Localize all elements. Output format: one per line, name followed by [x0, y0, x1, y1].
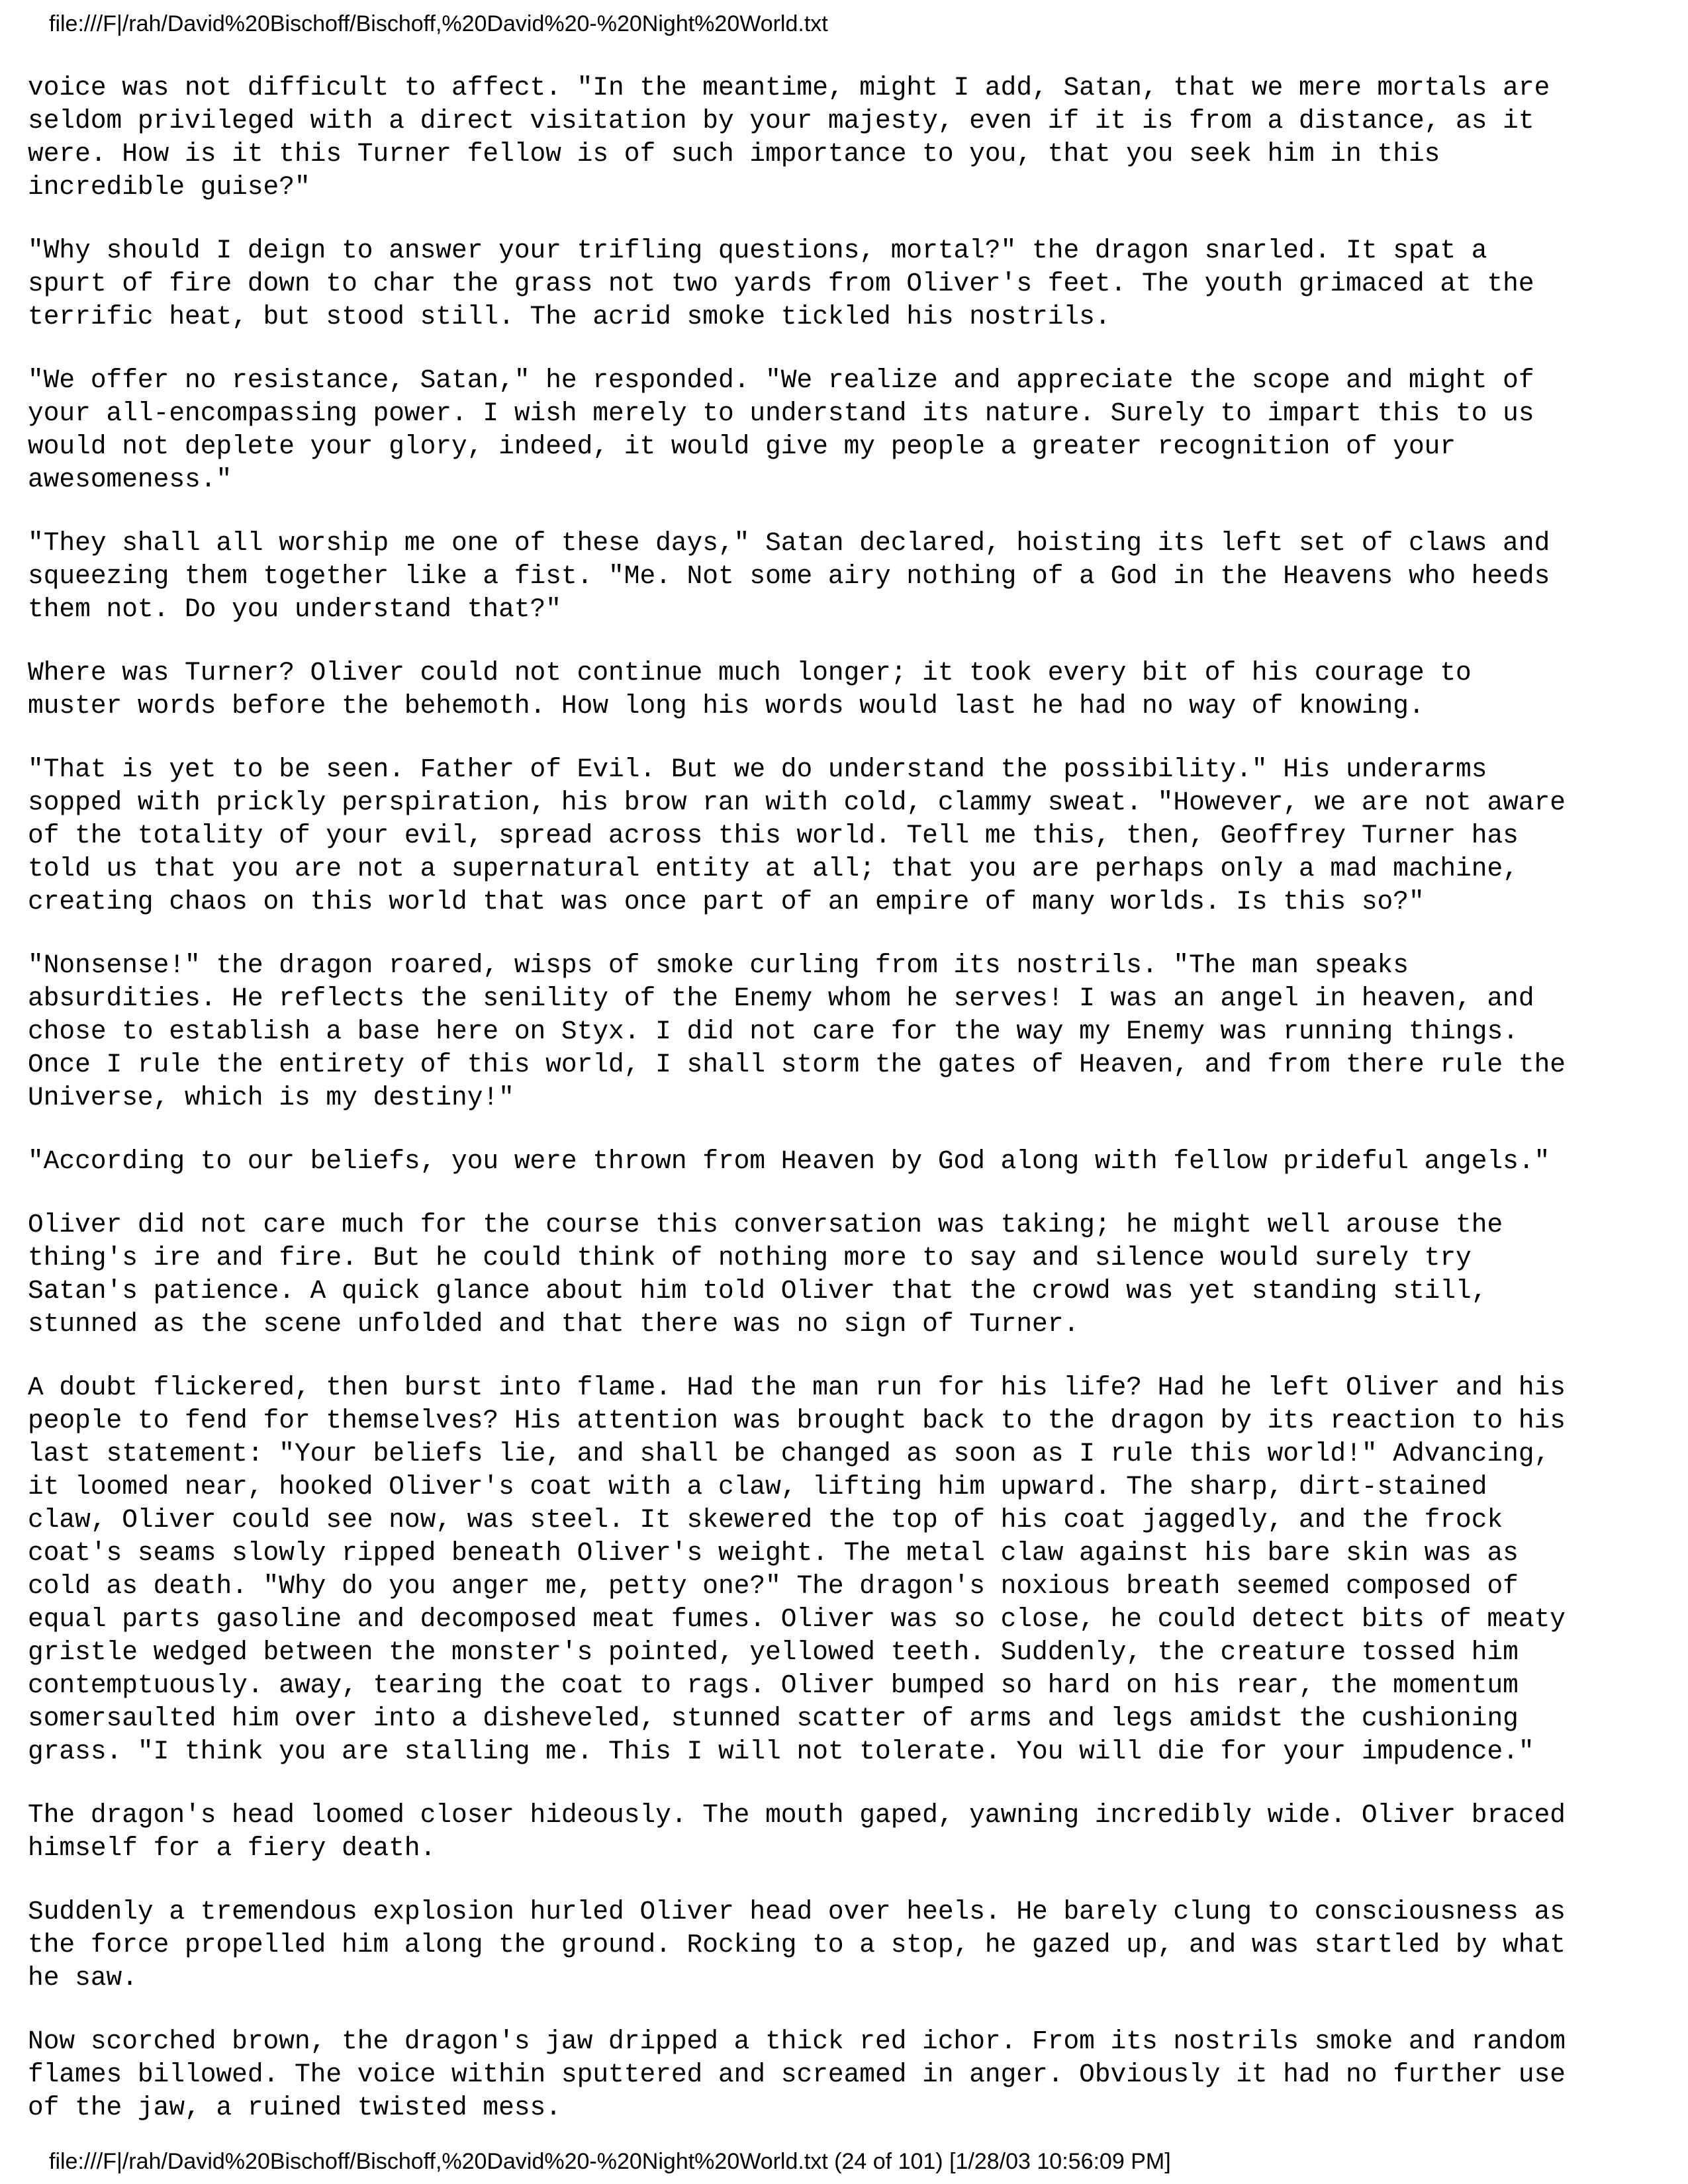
- paragraph: "That is yet to be seen. Father of Evil. But we do understand the possibility." His underarms sopped with prickly perspiration, his brow ran with cold, clammy sweat. "However, we are not aware of the totality of your evil, spread across this world. Tell me this, then, Geoffrey Turner has told us that you are not a supernatural entity at all; that you are perhaps only a mad machine, creating chaos on this world that was once part of an empire of many worlds. Is this so?": [28, 754, 1566, 917]
- paragraph: "We offer no resistance, Satan," he responded. "We realize and appreciate the scope and might of your all-encompassing power. I wish merely to understand its nature. Surely to impart this to us would not deplete your glory, indeed, it would give my people a greater recognition of your awesomeness.": [28, 365, 1534, 494]
- paragraph: "Why should I deign to answer your trifling questions, mortal?" the dragon snarled. It spat a spurt of fire down to char the grass not two yards from Oliver's feet. The youth grimaced at the terrific heat, but stood still. The acrid smoke tickled his nostrils.: [28, 236, 1534, 332]
- paragraph: Now scorched brown, the dragon's jaw dripped a thick red ichor. From its nostrils smoke and random flames billowed. The voice within sputtered and screamed in anger. Obviously it had no further use of the jaw, a ruined twisted mess.: [28, 2026, 1566, 2122]
- paragraph: voice was not difficult to affect. "In the meantime, might I add, Satan, that we mere mortals are seldom privileged with a direct visitation by your majesty, even if it is from a distance, as it were. How is it this Turner fellow is of such importance to you, that you seek him in this incredible guise?": [28, 73, 1550, 202]
- paragraph: Suddenly a tremendous explosion hurled Oliver head over heels. He barely clung to consciousness as the force propelled him along the ground. Rocking to a stop, he gazed up, and was startled by what he saw.: [28, 1897, 1566, 1993]
- header-file-path: file:///F|/rah/David%20Bischoff/Bischoff,%20David%20-%20Night%20World.txt: [49, 11, 828, 36]
- footer-file-path: file:///F|/rah/David%20Bischoff/Bischoff,%20David%20-%20Night%20World.txt (24 of 101) [1/28/03 10:56:09 PM]: [49, 2149, 1171, 2174]
- paragraph: Where was Turner? Oliver could not continue much longer; it took every bit of his courage to muster words before the behemoth. How long his words would last he had no way of knowing.: [28, 658, 1472, 721]
- paragraph: "They shall all worship me one of these days," Satan declared, hoisting its left set of claws and squeezing them together like a fist. "Me. Not some airy nothing of a God in the Heavens who heeds them not. Do you understand that?": [28, 528, 1550, 624]
- paragraph: "Nonsense!" the dragon roared, wisps of smoke curling from its nostrils. "The man speaks absurdities. He reflects the senility of the Enemy whom he serves! I was an angel in heaven, and chose to establish a base here on Styx. I did not care for the way my Enemy was running things. Once I rule the entirety of this world, I shall storm the gates of Heaven, and from there rule the Universe, which is my destiny!": [28, 950, 1566, 1113]
- paragraph: A doubt flickered, then burst into flame. Had the man run for his life? Had he left Oliver and his people to fend for themselves? His attention was brought back to the dragon by its reaction to his last statement: "Your beliefs lie, and shall be changed as soon as I rule this world!" Advancing, it loomed near, hooked Oliver's coat with a claw, lifting him upward. The sharp, dirt-stained claw, Oliver could see now, was steel. It skewered the top of his coat jaggedly, and the frock coat's seams slowly ripped beneath Oliver's weight. The metal claw against his bare skin was as cold as death. "Why do you anger me, petty one?" The dragon's noxious breath seemed composed of equal parts gasoline and decomposed meat fumes. Oliver was so close, he could detect bits of meaty gristle wedged between the monster's pointed, yellowed teeth. Suddenly, the creature tossed him contemptuously. away, tearing the coat to rags. Oliver bumped so hard on his rear, the momentum somersaulted him over into a disheveled, stunned scatter of arms and legs amidst the cushioning grass. "I think you are stalling me. This I will not tolerate. You will die for your impudence.": [28, 1373, 1566, 1766]
- paragraph: Oliver did not care much for the course this conversation was taking; he might well arouse the thing's ire and fire. But he could think of nothing more to say and silence would surely try Satan's patience. A quick glance about him told Oliver that the crowd was yet standing still, stunned as the scene unfolded and that there was no sign of Turner.: [28, 1210, 1503, 1339]
- paragraph: "According to our beliefs, you were thrown from Heaven by God along with fellow prideful angels.": [28, 1146, 1550, 1176]
- paragraph: The dragon's head loomed closer hideously. The mouth gaped, yawning incredibly wide. Oliver braced himself for a fiery death.: [28, 1800, 1566, 1863]
- document-body: [28, 71, 1669, 2155]
